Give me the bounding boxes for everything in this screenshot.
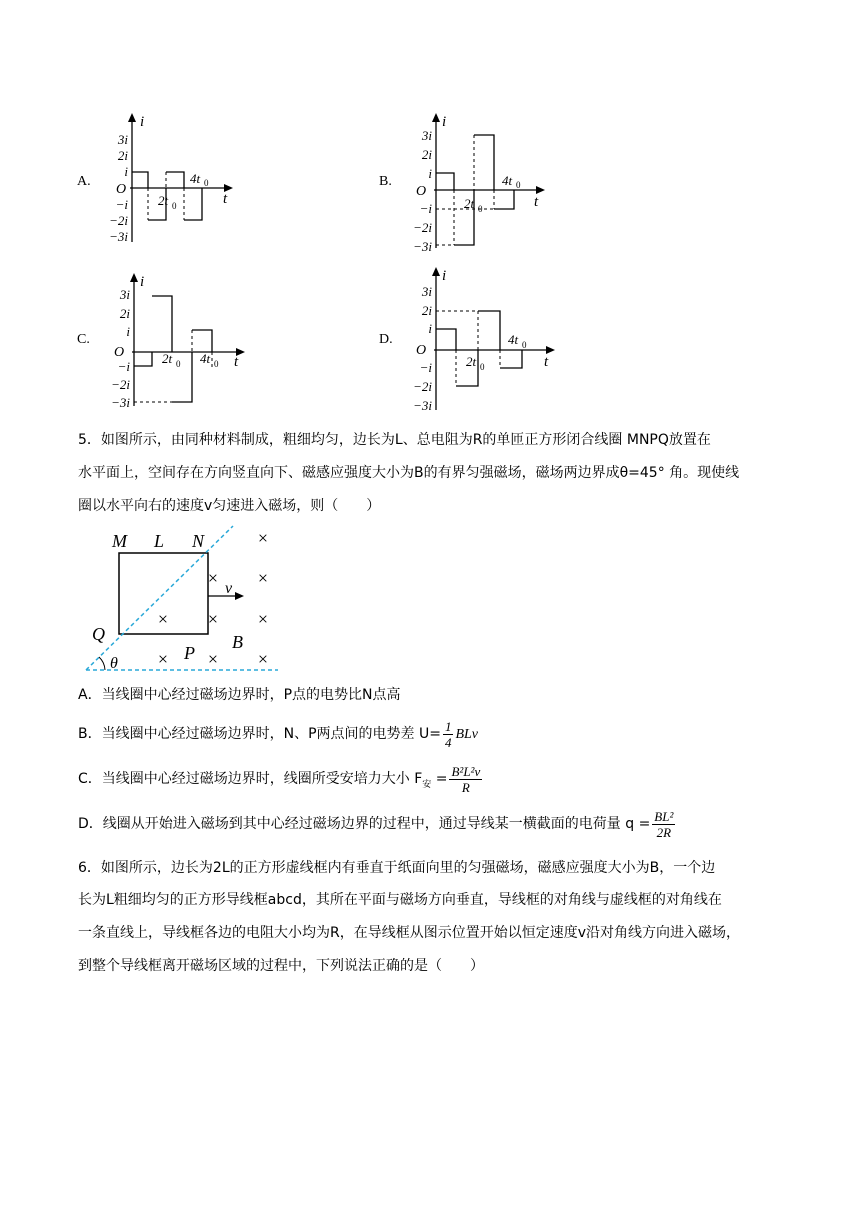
axis-t-label: t: [234, 354, 239, 370]
tick-2i: 2i: [421, 303, 432, 318]
tick-3i: 3i: [421, 284, 432, 299]
label-q: Q: [92, 624, 105, 644]
label-b: B: [232, 632, 243, 652]
tick-neg-2i: −2i: [413, 220, 432, 235]
field-cross: ×: [257, 649, 269, 669]
axis-i-label: i: [442, 114, 447, 130]
tick-neg-2i: −2i: [111, 377, 130, 392]
field-cross: ×: [257, 568, 269, 588]
t-sub: 0: [176, 359, 181, 369]
field-cross: ×: [207, 609, 219, 629]
t-mark-2t0: 2t: [158, 193, 169, 208]
q6-line-2: 长为L粗细均匀的正方形导线框abcd，其所在平面与磁场方向垂直，导线框的对角线与虚线框的对角线在: [78, 892, 722, 908]
field-cross: ×: [157, 649, 169, 669]
label-n: N: [192, 531, 205, 551]
t-mark-4t0: 4t: [200, 351, 211, 366]
tick-neg-3i: −3i: [109, 229, 128, 244]
axis-i-label: i: [140, 274, 145, 290]
t-mark-2t0: 2t: [466, 354, 477, 369]
t-mark-2t0: 2t: [162, 351, 173, 366]
q5-option-b: B．当线圈中心经过磁场边界时，N、P两点间的电势差 U= $\frac{1}{4}$ BLv: [78, 718, 479, 750]
tick-neg-i: −i: [419, 360, 432, 375]
tick-2i: 2i: [117, 148, 128, 163]
t-sub: 0: [516, 180, 521, 190]
q5-option-d: D．线圈从开始进入磁场到其中心经过磁场边界的过程中，通过导线某一横截面的电荷量 q = $\frac{\text{BL²}}{2R}$: [78, 808, 674, 840]
tick-3i: 3i: [119, 287, 130, 302]
tick-3i: 3i: [117, 132, 128, 147]
q6-line-4: 到整个导线框离开磁场区域的过程中，下列说法正确的是（ ）: [78, 958, 484, 974]
tick-2i: 2i: [119, 306, 130, 321]
t-mark-4t0: 4t: [502, 173, 513, 188]
t-sub: 0: [214, 359, 219, 369]
graph-b: [402, 110, 552, 255]
axis-t-label: t: [534, 194, 539, 210]
tick-neg-i: −i: [117, 359, 130, 374]
option-b-label: B.: [379, 174, 392, 189]
field-cross: ×: [157, 609, 169, 629]
axis-t-label: t: [223, 191, 228, 207]
tick-neg-3i: −3i: [413, 398, 432, 413]
q5-line-1: 5．如图所示，由同种材料制成，粗细均匀，边长为L、总电阻为R的单匝正方形闭合线圈 MNPQ放置在: [78, 432, 711, 448]
graph-c: [100, 268, 260, 413]
q6-line-3: 一条直线上，导线框各边的电阻大小均为R，在导线框从图示位置开始以恒定速度v沿对角线方向进入磁场，: [78, 925, 741, 941]
t-mark-4t0: 4t: [508, 332, 519, 347]
t-sub: 0: [204, 178, 209, 188]
option-c-label: C.: [77, 332, 90, 347]
q6-line-1: 6．如图所示，边长为2L的正方形虚线框内有垂直于纸面向里的匀强磁场，磁感应强度大小为B，一个边: [78, 860, 716, 876]
axis-i-label: i: [442, 268, 447, 284]
fraction-force: $\frac{\text{B²L²v}}{R}$: [451, 763, 481, 795]
label-v: v: [225, 580, 233, 597]
tick-i: i: [124, 164, 128, 179]
q5-line-3: 圈以水平向右的速度v匀速进入磁场，则（ ）: [78, 498, 381, 514]
field-cross: ×: [257, 528, 269, 548]
t-sub: 0: [172, 201, 177, 211]
fraction-quarter: $\frac{1}{4}$: [444, 718, 452, 750]
origin-label: O: [416, 184, 427, 199]
axis-t-label: t: [544, 354, 549, 370]
label-p: P: [184, 643, 195, 663]
option-a-label: A.: [77, 174, 91, 189]
origin-label: O: [116, 182, 127, 197]
label-m: M: [112, 531, 127, 551]
tick-i: i: [428, 321, 432, 336]
q5-line-2: 水平面上，空间存在方向竖直向下、磁感应强度大小为B的有界匀强磁场，磁场两边界成θ=45° 角。现使线: [78, 465, 740, 481]
tick-neg-i: −i: [419, 201, 432, 216]
tick-2i: 2i: [421, 147, 432, 162]
t-mark-4t0: 4t: [190, 171, 201, 186]
q5-option-c: C．当线圈中心经过磁场边界时，线圈所受安培力大小 $F_安$ = $\frac{\text{B²L²v}}{R}$: [78, 763, 481, 795]
field-cross: ×: [257, 609, 269, 629]
t-sub: 0: [478, 204, 483, 214]
graph-a: [100, 110, 250, 250]
origin-label: O: [416, 343, 427, 358]
tick-neg-i: −i: [115, 197, 128, 212]
tick-neg-2i: −2i: [109, 213, 128, 228]
tick-neg-3i: −3i: [413, 239, 432, 254]
origin-label: O: [114, 345, 125, 360]
t-sub: 0: [522, 340, 527, 350]
q5-figure: [78, 522, 288, 672]
tick-i: i: [126, 324, 130, 339]
t-sub: 0: [480, 362, 485, 372]
tick-neg-3i: −3i: [111, 395, 130, 410]
tick-neg-2i: −2i: [413, 379, 432, 394]
label-l: L: [154, 531, 165, 551]
tick-3i: 3i: [421, 128, 432, 143]
t-mark-2t0: 2t: [464, 196, 475, 211]
option-d-label: D.: [379, 332, 393, 347]
field-cross: ×: [207, 568, 219, 588]
tick-i: i: [428, 166, 432, 181]
label-theta: θ: [110, 655, 118, 672]
graph-d: [402, 262, 562, 417]
q5-option-a: A．当线圈中心经过磁场边界时，P点的电势比N点高: [78, 687, 401, 703]
fraction-charge: $\frac{\text{BL²}}{2R}$: [654, 808, 674, 840]
axis-i-label: i: [140, 114, 145, 130]
field-cross: ×: [207, 649, 219, 669]
